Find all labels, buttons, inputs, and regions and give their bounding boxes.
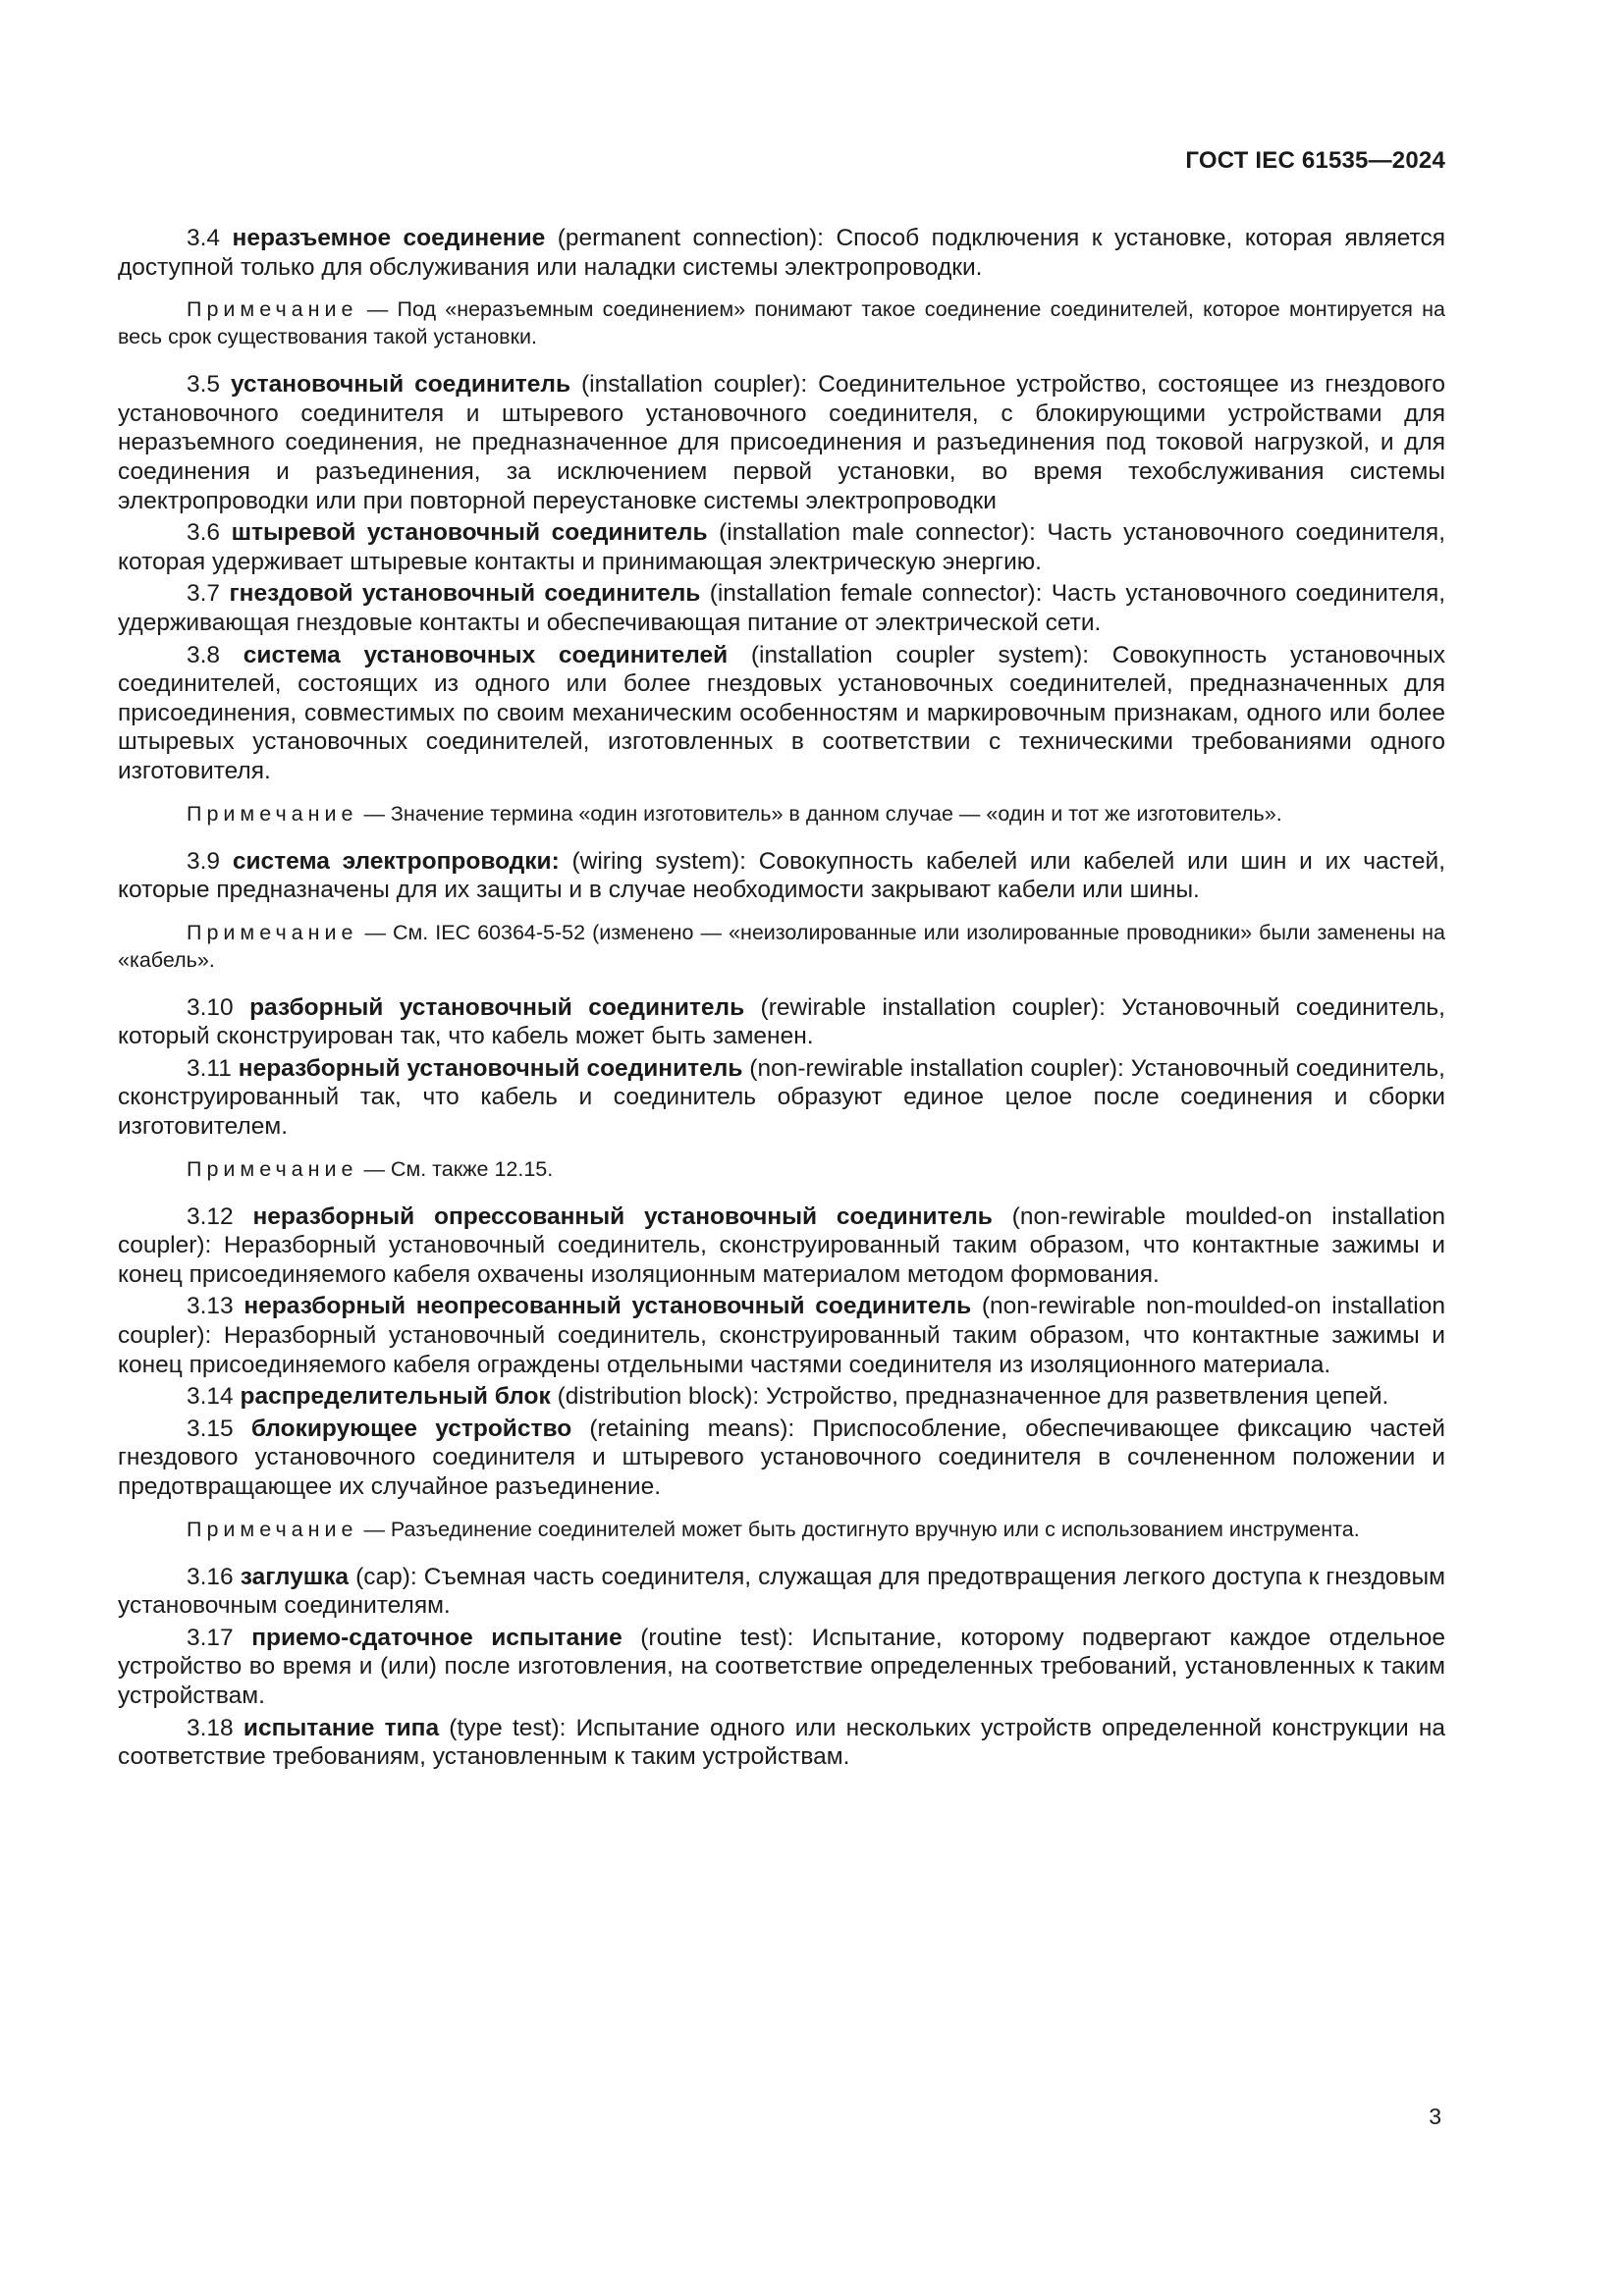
definition-3-15 bbox=[118, 1415, 1445, 1502]
definition-term: гнездовой установочный соединитель bbox=[229, 580, 701, 608]
definition-text: (permanent connection): Способ подключения к установке, которая является доступной только для обслуживания или наладки системы электропроводки. bbox=[118, 225, 1446, 281]
note-3-15 bbox=[118, 1516, 1445, 1543]
note-3-11 bbox=[118, 1155, 1445, 1183]
document-id-header: ГОСТ IEC 61535—2024 bbox=[1185, 147, 1445, 174]
definition-3-18 bbox=[118, 1714, 1445, 1772]
definition-3-8 bbox=[118, 641, 1445, 786]
definition-number: 3.15 bbox=[187, 1415, 234, 1442]
note-3-8 bbox=[118, 800, 1445, 828]
definition-term: приемо-сдаточное испытание bbox=[251, 1624, 623, 1651]
definition-number: 3.11 bbox=[187, 1054, 232, 1082]
definition-term: неразборный опрессованный установочный соединитель bbox=[252, 1202, 993, 1230]
definition-number: 3.14 bbox=[187, 1383, 234, 1411]
definition-number: 3.10 bbox=[187, 993, 234, 1021]
definition-text: (routine test): Испытание, которому подвергают каждое отдельное устройство во время и (или) после изготовления, на соответствие определенных требований, установленных к таким устройствам. bbox=[118, 1624, 1446, 1709]
definition-term: распределительный блок bbox=[240, 1383, 551, 1411]
definition-number: 3.4 bbox=[187, 225, 221, 251]
definition-number: 3.16 bbox=[187, 1563, 234, 1590]
definition-3-5 bbox=[118, 370, 1445, 515]
note-label: Примечание bbox=[187, 1156, 358, 1181]
definition-term: разборный установочный соединитель bbox=[249, 993, 745, 1021]
note-label: Примечание bbox=[187, 801, 358, 826]
definition-number: 3.17 bbox=[187, 1624, 234, 1651]
definition-3-11 bbox=[118, 1054, 1445, 1142]
note-label: Примечание bbox=[187, 297, 358, 322]
note-label: Примечание bbox=[187, 1517, 358, 1541]
definition-term: блокирующее устройство bbox=[250, 1415, 572, 1442]
page-number: 3 bbox=[1429, 2104, 1441, 2129]
note-text: — Под «неразъемным соединением» понимают такое соединение соединителей, которое монтируется на весь срок существования такой установки. bbox=[118, 297, 1445, 349]
definition-term: система электропроводки: bbox=[232, 847, 560, 875]
note-text: — Значение термина «один изготовитель» в данном случае — «один и тот же изготовитель». bbox=[363, 801, 1282, 826]
definition-term: установочный соединитель bbox=[231, 371, 571, 399]
definition-3-4 bbox=[118, 224, 1445, 282]
definition-number: 3.13 bbox=[187, 1293, 234, 1320]
definition-text: (wiring system): Совокупность кабелей или кабелей или шин и их частей, которые предназначены для их защиты и в случае необходимости закрывают кабели или шины. bbox=[118, 847, 1445, 904]
definition-text: (type test): Испытание одного или нескольких устройств определенной конструкции на соответствие требованиям, установленным к таким устройствам. bbox=[118, 1714, 1445, 1771]
definition-number: 3.12 bbox=[187, 1202, 234, 1230]
definition-3-16 bbox=[118, 1563, 1445, 1621]
note-text: — См. также 12.15. bbox=[363, 1156, 554, 1181]
definition-number: 3.5 bbox=[187, 371, 221, 399]
definition-number: 3.9 bbox=[187, 847, 221, 875]
definition-term: неразборный неопресованный установочный соединитель bbox=[244, 1293, 972, 1320]
definition-3-13 bbox=[118, 1292, 1445, 1379]
definition-term: система установочных соединителей bbox=[243, 641, 729, 668]
definition-term: испытание типа bbox=[243, 1714, 440, 1741]
note-text: — См. IEC 60364-5-52 (изменено — «неизолированные или изолированные проводники» были заменены на «кабель». bbox=[118, 920, 1445, 972]
definition-term: неразъемное соединение bbox=[232, 225, 546, 251]
note-text: — Разъединение соединителей может быть достигнуто вручную или с использованием инструмента. bbox=[363, 1517, 1360, 1541]
definition-3-6 bbox=[118, 518, 1445, 576]
definition-3-10 bbox=[118, 993, 1445, 1051]
definition-term: заглушка bbox=[240, 1563, 350, 1590]
definition-text: (rewirable installation coupler): Установочный соединитель, который сконструирован так, что кабель может быть заменен. bbox=[118, 993, 1445, 1050]
definition-number: 3.7 bbox=[187, 580, 221, 608]
definition-3-12 bbox=[118, 1202, 1445, 1290]
definition-text: (installation coupler system): Совокупность установочных соединителей, состоящих из одного или более гнездовых установочных соединителей, предназначенных для присоединения, совместимых по своим механическим особенностям и маркировочным признакам, одного или более штыревых установочных соединителей, изготовленных в соответствии с техническими требованиями одного изготовителя. bbox=[118, 641, 1445, 784]
note-3-9 bbox=[118, 919, 1445, 974]
note-label: Примечание bbox=[187, 920, 358, 944]
definition-3-14 bbox=[118, 1382, 1445, 1412]
definition-number: 3.6 bbox=[187, 519, 221, 547]
definitions-section bbox=[118, 224, 1445, 1775]
definition-text: (installation male connector): Часть установочного соединителя, которая удерживает штыревые контакты и принимающая электрическую энергию. bbox=[118, 519, 1446, 575]
definition-term: неразборный установочный соединитель bbox=[238, 1054, 743, 1082]
definition-text: (cap): Съемная часть соединителя, служащая для предотвращения легкого доступа к гнездовым установочным соединителям. bbox=[118, 1563, 1445, 1620]
definition-3-9 bbox=[118, 847, 1445, 905]
definition-text: (installation coupler): Соединительное устройство, состоящее из гнездового установочного соединителя и штыревого установочного соединителя, с блокирующими устройствами для неразъемного соединения, не предназначенное для присоединения и разъединения под токовой нагрузкой, и для соединения и разъединения, за исключением первой установки, во время техобслуживания системы электропроводки или при повторной переустановке системы электропроводки bbox=[118, 371, 1445, 514]
definition-text: (non-rewirable installation coupler): Установочный соединитель, сконструированный так, что кабель и соединитель образуют единое целое после соединения и сборки изготовителем. bbox=[118, 1054, 1445, 1141]
definition-text: (retaining means): Приспособление, обеспечивающее фиксацию частей гнездового установочного соединителя и штыревого установочного соединителя в сочлененном положении и предотвращающее их случайное разъединение. bbox=[118, 1415, 1445, 1500]
definition-text: (installation female connector): Часть установочного соединителя, удерживающая гнездовые контакты и обеспечивающая питание от электрической сети. bbox=[118, 580, 1446, 636]
definition-text: (non-rewirable non-moulded-on installation coupler): Неразборный установочный соединитель, сконструированный таким образом, что контактные зажимы и конец присоединяемого кабеля ограждены отдельными частями соединителя из изоляционного материала. bbox=[118, 1293, 1446, 1378]
definition-term: штыревой установочный соединитель bbox=[231, 519, 708, 547]
definition-3-17 bbox=[118, 1624, 1445, 1711]
definition-text: (non-rewirable moulded-on installation coupler): Неразборный установочный соединитель, сконструированный таким образом, что контактные зажимы и конец присоединяемого кабеля охвачены изоляционным материалом методом формования. bbox=[118, 1202, 1445, 1288]
definition-number: 3.18 bbox=[187, 1714, 234, 1741]
note-3-4 bbox=[118, 295, 1445, 350]
definition-number: 3.8 bbox=[187, 641, 221, 668]
definition-3-7 bbox=[118, 579, 1445, 637]
definition-text: (distribution block): Устройство, предназначенное для разветвления цепей. bbox=[557, 1383, 1389, 1411]
